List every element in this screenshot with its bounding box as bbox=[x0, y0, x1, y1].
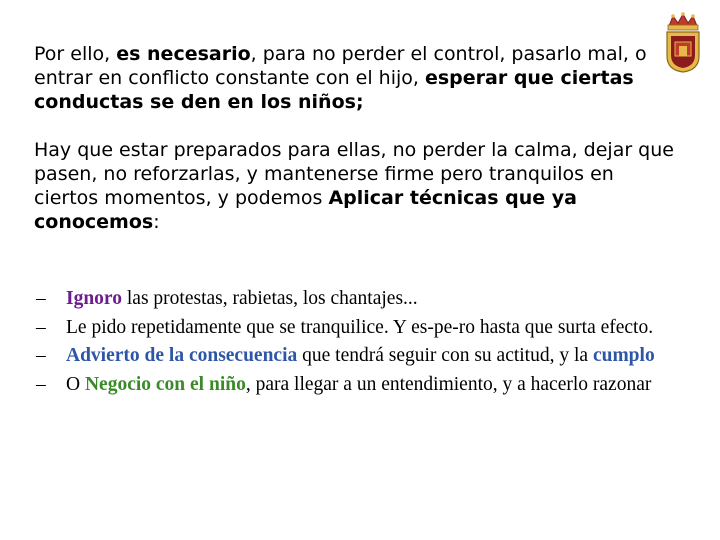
paragraph-2-colon: : bbox=[153, 211, 160, 233]
paragraph-1-text-a: Por ello, bbox=[34, 43, 117, 65]
list-item-text: Le pido repetidamente que se tranquilice. Y es-pe-ro hasta que surta efecto. bbox=[66, 316, 654, 338]
technique-list bbox=[36, 285, 696, 399]
list-item-text: que tendrá seguir con su actitud, y la bbox=[297, 345, 593, 366]
ignoro-term: Ignoro bbox=[66, 288, 122, 309]
list-item bbox=[36, 371, 696, 400]
list-item-text: , para llegar a un entendimiento, y a hacerlo razonar bbox=[245, 373, 652, 395]
paragraph-2 bbox=[34, 138, 684, 234]
list-item bbox=[36, 342, 696, 371]
list-item bbox=[36, 285, 696, 314]
advierto-term: Advierto de la consecuencia bbox=[66, 345, 298, 366]
paragraph-1-bold-a: es necesario bbox=[116, 43, 251, 65]
paragraph-1-text-b: , para no perder el control, pasarlo mal, o entrar en conflicto constante con el hijo, bbox=[34, 43, 647, 89]
paragraph-1 bbox=[34, 42, 684, 114]
list-item-text: O bbox=[66, 373, 85, 395]
dash-bullet: – bbox=[36, 316, 46, 338]
paragraph-1-bold-b: esperar que ciertas conductas se den en los niños; bbox=[34, 67, 634, 113]
list-item bbox=[36, 314, 696, 343]
dash-bullet: – bbox=[36, 373, 46, 395]
paragraph-2-text-a: Hay que estar preparados para ellas, no perder la calma, dejar que pasen, no reforzarlas, y mantenerse firme pero tranquilos en ciertos momentos, y podemos bbox=[34, 139, 674, 209]
list-item-text: las protestas, rabietas, los chantajes... bbox=[122, 288, 418, 309]
paragraph-2-bold: Aplicar técnicas que ya conocemos bbox=[34, 187, 577, 233]
dash-bullet: – bbox=[36, 345, 46, 366]
dash-bullet: – bbox=[36, 288, 46, 309]
negocio-term: Negocio con el niño bbox=[84, 373, 246, 395]
cumplo-term: cumplo bbox=[592, 345, 655, 366]
